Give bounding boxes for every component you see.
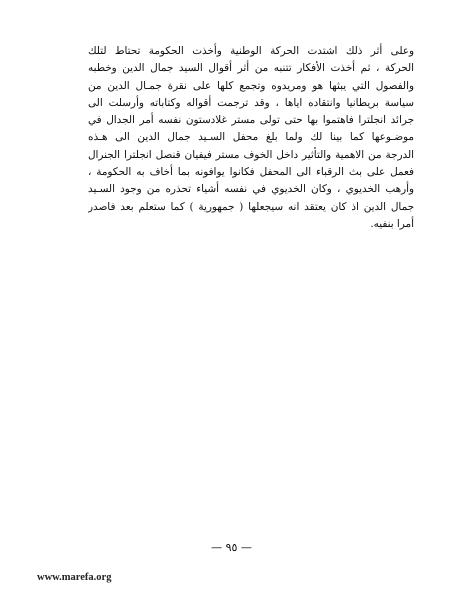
page-number: — ٩٥ —	[211, 541, 252, 554]
footer-url: www.marefa.org	[37, 572, 112, 583]
paragraph-line: والفصول التي يبثها هو ومريدوه وتجمع كلها على نقرة جمـال الدين من	[88, 79, 414, 92]
paragraph-line: الحركة ، ثم أخذت الأفكار تتنبه من أثر أقوال السيد جمال الدين وخطبه	[88, 62, 414, 75]
paragraph-line: الدرجة من الاهمية والتأثير داخل الخوف مستر فيفيان قنصل انجلترا الجنرال	[88, 148, 414, 161]
paragraph-line: أمرا بنفيه.	[370, 217, 414, 230]
paragraph-line: جمال الدين اذ كان يعتقد انه سيجعلها ( جمهورية ) كما ستعلم بعد فاصدر	[88, 200, 414, 213]
paragraph-line: سياسة بريطانيا وانتقاده اياها ، وقد ترجمت أقواله وكتاباته وأرسلت الى	[88, 96, 414, 109]
paragraph-line: جرائد انجلترا فاهتموا بها حتى تولى مستر غلادستون نفسه أمر الجدال في	[88, 114, 414, 127]
paragraph-line: موضـوعها كما بينا لك ولما بلغ محفل السـيد جمال الدين الى هـذه	[88, 131, 414, 144]
body-paragraph	[88, 43, 414, 233]
paragraph-line: وأرهب الخديوي ، وكان الخديوي في نفسه أشياء تحذره من وجود السـيد	[88, 183, 414, 196]
paragraph-line: وعلى أثر ذلك اشتدت الحركة الوطنية وأخذت الحكومة تحتاط لتلك	[88, 45, 414, 57]
paragraph-line: فعمل على بث الرقباء الى المحفل فكانوا يوافونه بما أخاف به الحكومة ،	[88, 166, 414, 179]
